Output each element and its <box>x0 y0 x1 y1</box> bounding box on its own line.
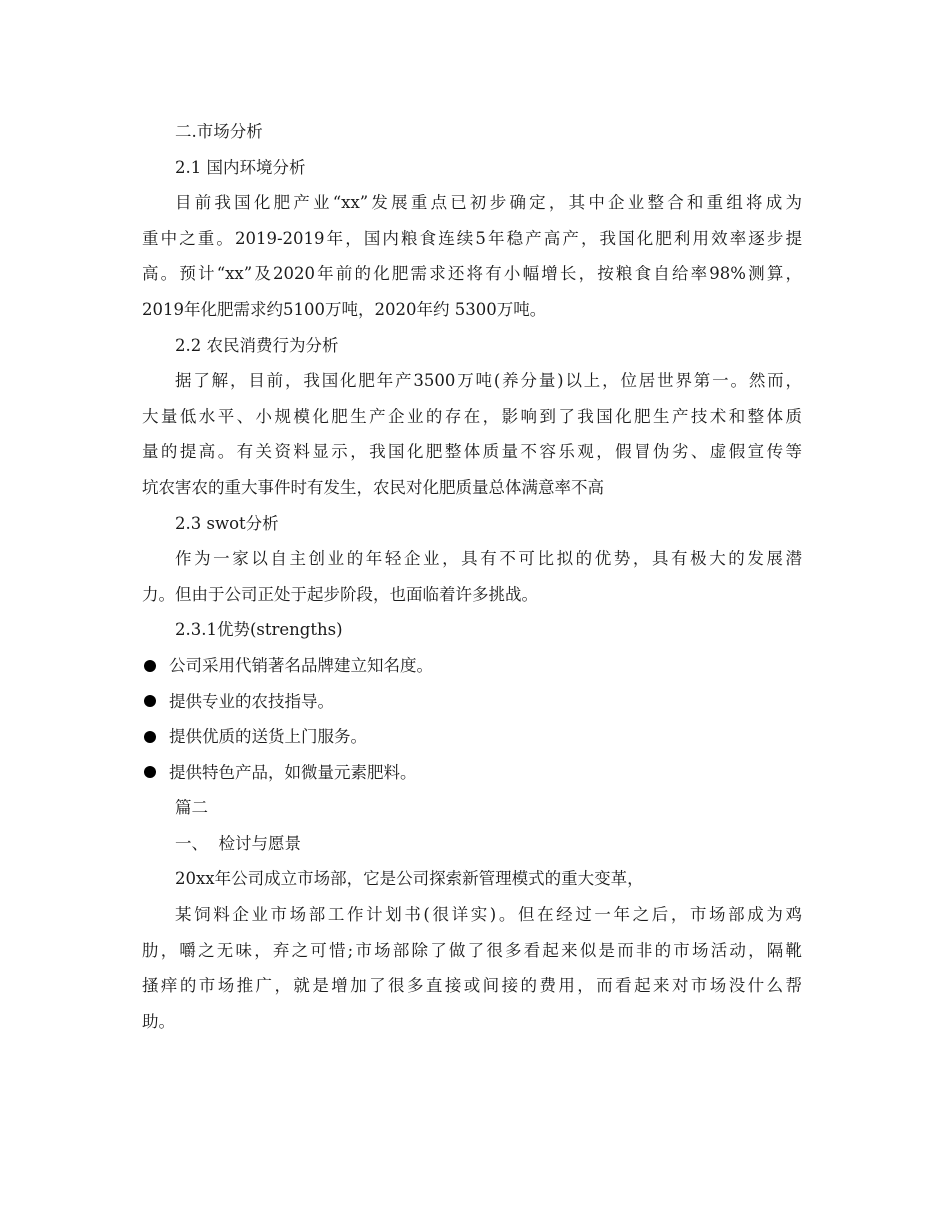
bullet-icon <box>144 695 156 707</box>
document-page <box>142 114 802 1039</box>
paragraph-line: 搔痒的市场推广，就是增加了很多直接或间接的费用，而看起来对市场没什么帮 <box>142 976 802 996</box>
subsection-heading-2-2: 2.2 农民消费行为分析 <box>175 335 339 355</box>
subsection-heading-2-1: 2.1 国内环境分析 <box>175 157 306 177</box>
paragraph-line: 目前我国化肥产业“xx”发展重点已初步确定，其中企业整合和重组将成为 <box>175 193 802 213</box>
section-heading-market-analysis: 二.市场分析 <box>175 122 263 141</box>
list-item-text: 公司采用代销著名品牌建立知名度。 <box>169 655 433 675</box>
list-item <box>142 719 802 755</box>
section-heading-review: 一、 检讨与愿景 <box>175 833 301 853</box>
paragraph-line: 某饲料企业市场部工作计划书(很详实)。但在经过一年之后，市场部成为鸡 <box>175 905 802 925</box>
list-item <box>142 648 802 684</box>
paragraph-line: 肋，嚼之无味，弃之可惜;市场部除了做了很多看起来似是而非的市场活动，隔靴 <box>142 940 802 960</box>
bullet-icon <box>144 731 156 743</box>
bullet-icon <box>144 660 156 672</box>
subsection-heading-2-3-1: 2.3.1优势(strengths) <box>175 620 343 640</box>
section-heading-part-two: 篇二 <box>175 798 208 818</box>
paragraph-line: 据了解，目前，我国化肥年产3500万吨(养分量)以上，位居世界第一。然而， <box>175 371 802 391</box>
list-item <box>142 684 802 720</box>
bullet-icon <box>144 766 156 778</box>
paragraph-line: 作为一家以自主创业的年轻企业，具有不可比拟的优势，具有极大的发展潜 <box>175 549 802 569</box>
list-item-text: 提供特色产品，如微量元素肥料。 <box>169 762 417 782</box>
paragraph-line: 量的提高。有关资料显示，我国化肥整体质量不容乐观，假冒伪劣、虚假宣传等 <box>142 442 802 462</box>
paragraph-line: 助。 <box>142 1011 175 1031</box>
paragraph-line: 坑农害农的重大事件时有发生，农民对化肥质量总体满意率不高 <box>142 477 604 497</box>
paragraph-line: 大量低水平、小规模化肥生产企业的存在，影响到了我国化肥生产技术和整体质 <box>142 406 802 426</box>
list-item <box>142 755 802 791</box>
paragraph-line: 高。预计“xx”及2020年前的化肥需求还将有小幅增长，按粮食自给率98%测算， <box>142 264 802 284</box>
paragraph-line: 20xx年公司成立市场部，它是公司探索新管理模式的重大变革， <box>175 869 644 889</box>
paragraph-line: 重中之重。2019-2019年，国内粮食连续5年稳产高产，我国化肥利用效率逐步提 <box>142 228 802 248</box>
list-item-text: 提供优质的送货上门服务。 <box>169 727 367 747</box>
paragraph-line: 2019年化肥需求约5100万吨，2020年约 5300万吨。 <box>142 299 547 319</box>
list-item-text: 提供专业的农技指导。 <box>169 691 334 711</box>
paragraph-line: 力。但由于公司正处于起步阶段，也面临着许多挑战。 <box>142 584 538 604</box>
subsection-heading-2-3: 2.3 swot分析 <box>175 513 279 533</box>
